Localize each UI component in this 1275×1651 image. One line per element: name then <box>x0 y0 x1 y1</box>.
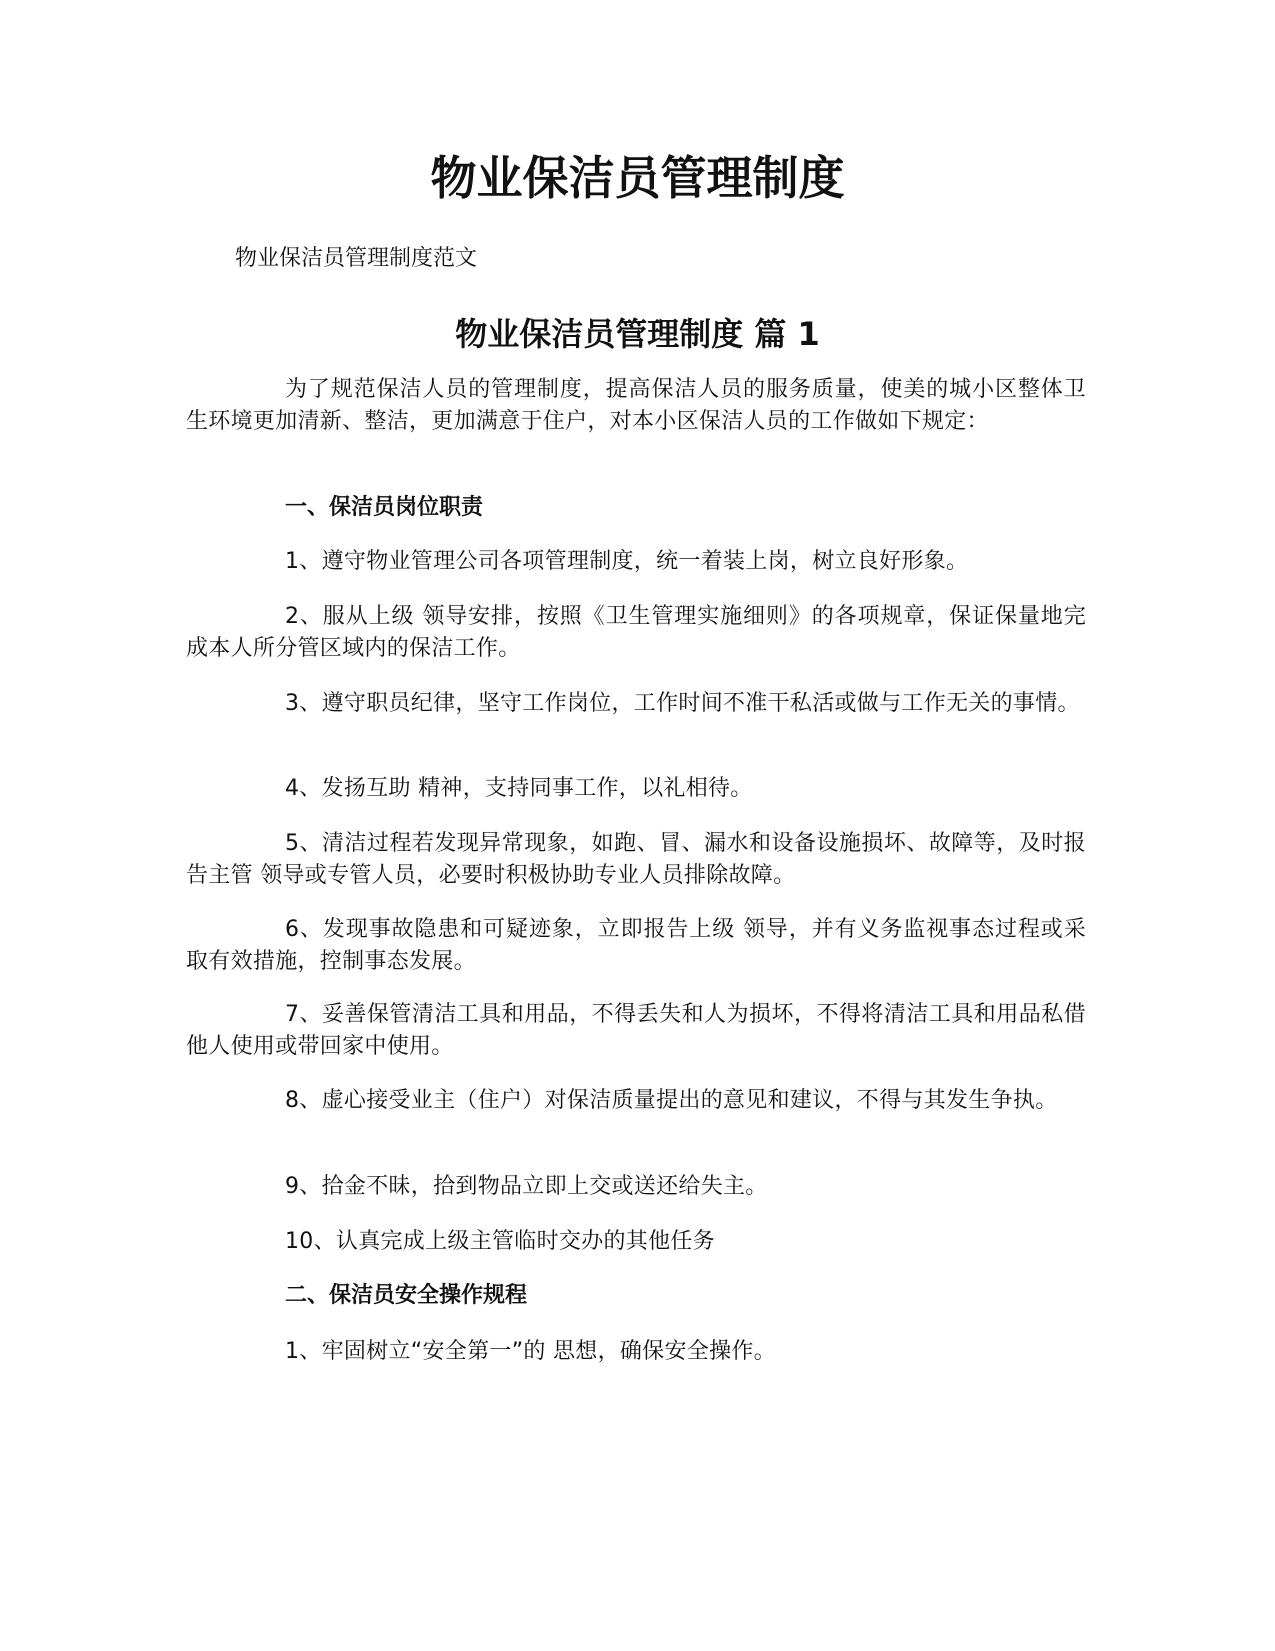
duty-item-7: 7、妥善保管清洁工具和用品，不得丢失和人为损坏，不得将清洁工具和用品私借他人使用或带回家中使用。 <box>186 1002 1086 1059</box>
duty-item-6: 6、发现事故隐患和可疑迹象，立即报告上级 领导，并有义务监视事态过程或采取有效措施，控制事态发展。 <box>186 917 1086 974</box>
section-title: 物业保洁员管理制度 篇 1 <box>455 315 820 353</box>
duty-item-5: 5、清洁过程若发现异常现象，如跑、冒、漏水和设备设施损坏、故障等，及时报告主管 领导或专管人员，必要时积极协助专业人员排除故障。 <box>186 831 1086 888</box>
duty-item-4: 4、发扬互助 精神，支持同事工作，以礼相待。 <box>285 776 753 801</box>
intro-paragraph: 为了规范保洁人员的管理制度，提高保洁人员的服务质量，使美的城小区整体卫生环境更加清新、整洁，更加满意于住户，对本小区保洁人员的工作做如下规定： <box>186 377 1086 434</box>
duty-item-10: 10、认真完成上级主管临时交办的其他任务 <box>285 1229 715 1254</box>
heading-safety-rules: 二、保洁员安全操作规程 <box>285 1283 528 1308</box>
document-subtitle: 物业保洁员管理制度范文 <box>235 246 478 271</box>
document-title: 物业保洁员管理制度 <box>430 151 845 205</box>
duty-item-8: 8、虚心接受业主（住户）对保洁质量提出的意见和建议，不得与其发生争执。 <box>285 1088 1058 1113</box>
duty-item-2: 2、服从上级 领导安排，按照《卫生管理实施细则》的各项规章，保证保量地完成本人所分管区域内的保洁工作。 <box>186 604 1086 661</box>
heading-job-duties: 一、保洁员岗位职责 <box>285 495 484 520</box>
duty-item-9: 9、拾金不昧，拾到物品立即上交或送还给失主。 <box>285 1174 768 1199</box>
duty-item-1: 1、遵守物业管理公司各项管理制度，统一着装上岗，树立良好形象。 <box>285 549 969 574</box>
duty-item-3: 3、遵守职员纪律，坚守工作岗位，工作时间不准干私活或做与工作无关的事情。 <box>285 691 1080 716</box>
safety-item-1: 1、牢固树立“安全第一”的 思想，确保安全操作。 <box>285 1339 776 1364</box>
